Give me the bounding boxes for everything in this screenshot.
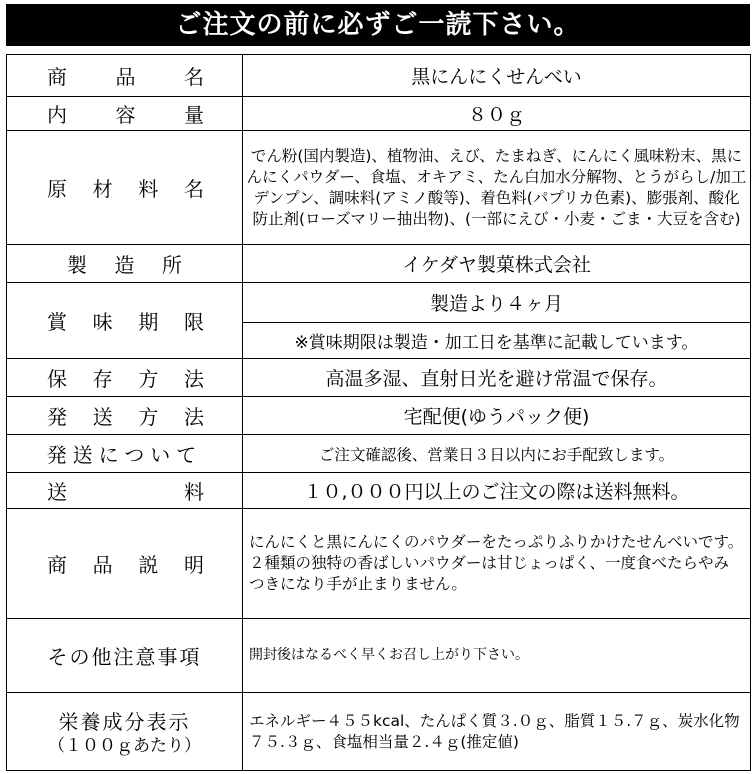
- label-nutrition: 栄養成分表示 （１００ｇあたり）: [7, 693, 243, 771]
- label-manufacturer: 製 造 所: [7, 245, 243, 283]
- label-postage: 送 料: [7, 473, 243, 509]
- value-best-before-note: ※賞味期限は製造・加工日を基準に記載しています。: [243, 323, 751, 359]
- value-manufacturer: イケダヤ製菓株式会社: [243, 245, 751, 283]
- label-description: 商 品 説 明: [7, 509, 243, 619]
- value-shipping-method: 宅配便(ゆうパック便): [243, 397, 751, 435]
- label-product-name: 商 品 名: [7, 55, 243, 97]
- label-storage: 保 存 方 法: [7, 359, 243, 397]
- label-contents: 内 容 量: [7, 97, 243, 131]
- notice-banner: ご注文の前に必ずご一読下さい。: [6, 4, 750, 46]
- value-postage: １０,０００円以上のご注文の際は送料無料。: [243, 473, 751, 509]
- row-shipping-method: [7, 397, 751, 435]
- product-spec-table: [6, 54, 751, 771]
- label-best-before: 賞 味 期 限: [7, 283, 243, 359]
- row-shipping-about: [7, 435, 751, 473]
- value-nutrition: エネルギー４５５kcal、たんぱく質３.０ｇ、脂質１５.７ｇ、炭水化物７５.３ｇ、食塩相当量２.４ｇ(推定値): [243, 693, 751, 771]
- row-ingredients: [7, 131, 751, 245]
- row-contents: [7, 97, 751, 131]
- value-description: にんにくと黒にんにくのパウダーをたっぷりふりかけたせんべいです。２種類の独特の香ばしいパウダーは甘じょっぱく、一度食べたらやみつきになり手が止まりません。: [243, 509, 751, 619]
- row-nutrition: [7, 693, 751, 771]
- label-ingredients: 原 材 料 名: [7, 131, 243, 245]
- value-other-notes: 開封後はなるべく早くお召し上がり下さい。: [243, 619, 751, 693]
- value-best-before: 製造より４ヶ月: [243, 283, 751, 323]
- row-other-notes: [7, 619, 751, 693]
- row-manufacturer: [7, 245, 751, 283]
- value-storage: 高温多湿、直射日光を避け常温で保存。: [243, 359, 751, 397]
- label-other-notes: その他注意事項: [7, 619, 243, 693]
- row-product-name: [7, 55, 751, 97]
- label-shipping-method: 発 送 方 法: [7, 397, 243, 435]
- row-storage: [7, 359, 751, 397]
- value-shipping-about: ご注文確認後、営業日３日以内にお手配致します。: [243, 435, 751, 473]
- value-contents: ８０ｇ: [243, 97, 751, 131]
- label-shipping-about: 発送について: [7, 435, 243, 473]
- row-postage: [7, 473, 751, 509]
- value-ingredients: でん粉(国内製造)、植物油、えび、たまねぎ、にんにく風味粉末、黒にんにくパウダー、食塩、オキアミ、たん白加水分解物、とうがらし/加工デンプン、調味料(アミノ酸等)、着色料(パプリカ色素)、膨張剤、酸化防止剤(ローズマリー抽出物)、(一部にえび・小麦・ごま・大豆を含む): [243, 131, 751, 245]
- row-description: [7, 509, 751, 619]
- label-nutrition-basis: （１００ｇあたり）: [48, 736, 201, 756]
- value-product-name: 黒にんにくせんべい: [243, 55, 751, 97]
- row-best-before: [7, 283, 751, 323]
